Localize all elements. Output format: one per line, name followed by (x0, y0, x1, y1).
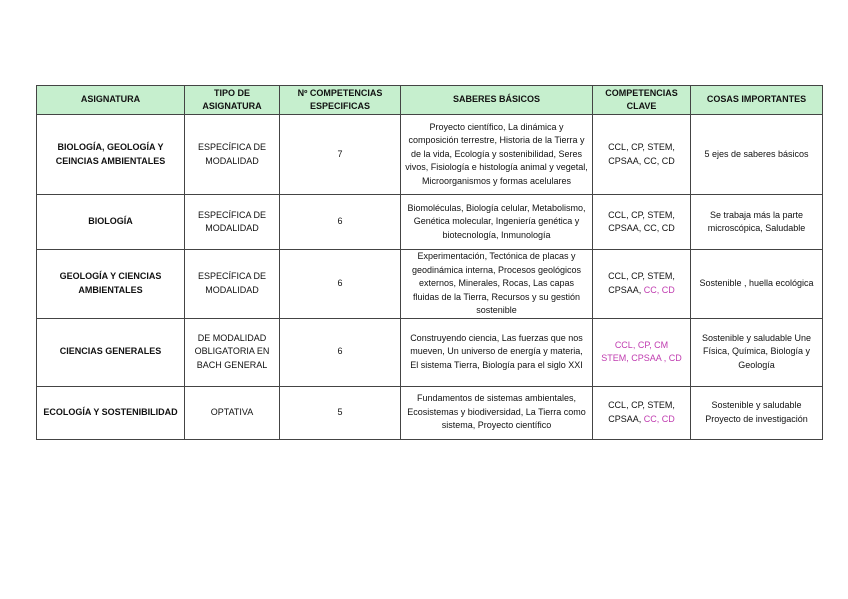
cell-tipo: ESPECÍFICA DE MODALIDAD (185, 195, 280, 250)
clave-line: CCL, CP, STEM, (608, 209, 675, 220)
cell-saberes: Biomoléculas, Biología celular, Metabolismo, Genética molecular, Ingeniería genética y biotecnología, Inmunología (401, 195, 593, 250)
cell-competencias-clave (593, 115, 691, 195)
table-row (37, 195, 823, 250)
header-row (37, 86, 823, 115)
clave-highlight: STEM, CPSAA , CD (601, 353, 682, 363)
clave-highlight: CC, CD (643, 284, 675, 295)
cell-asignatura: BIOLOGÍA, GEOLOGÍA Y CEINCIAS AMBIENTALES (37, 115, 185, 195)
cell-asignatura: GEOLOGÍA Y CIENCIAS AMBIENTALES (37, 250, 185, 319)
clave-text: CPSAA, (608, 284, 644, 295)
cell-saberes: Construyendo ciencia, Las fuerzas que nos mueven, Un universo de energía y materia, El sistema Tierra, Biología para el siglo XXI (401, 318, 593, 386)
cell-competencias-clave (593, 250, 691, 319)
clave-line: CCL, CP, STEM, (608, 142, 675, 152)
table-row (37, 250, 823, 319)
cell-num-competencias: 5 (280, 386, 401, 439)
cell-num-competencias: 6 (280, 318, 401, 386)
clave-highlight: CCL, CP, CM (614, 339, 669, 350)
cell-cosas: Sostenible , huella ecológica (691, 250, 823, 319)
clave-line: CCL, CP, STEM, (608, 400, 675, 410)
clave-line: CPSAA, CC, CD (608, 155, 675, 166)
table-row (37, 115, 823, 195)
cell-competencias-clave (593, 386, 691, 439)
header-competencias-especificas: Nº COMPETENCIAS ESPECIFICAS (280, 86, 401, 115)
clave-line (597, 284, 686, 298)
cell-cosas: 5 ejes de saberes básicos (691, 115, 823, 195)
table-row (37, 386, 823, 439)
table-row (37, 318, 823, 386)
clave-line: CCL, CP, STEM, (608, 271, 675, 282)
header-competencias-clave: COMPETENCIAS CLAVE (593, 86, 691, 115)
cell-asignatura: ECOLOGÍA Y SOSTENIBILIDAD (37, 386, 185, 439)
cell-saberes: Fundamentos de sistemas ambientales, Ecosistemas y biodiversidad, La Tierra como sistema, Proyecto científico (401, 386, 593, 439)
clave-highlight: CC, CD (643, 413, 675, 424)
cell-asignatura: BIOLOGÍA (37, 195, 185, 250)
cell-saberes: Proyecto científico, La dinámica y composición terrestre, Historia de la Tierra y de la vida, Ecología y sostenibilidad, Seres vivos, Fisiología e histología animal y vegetal, Microorganismos y formas acelulares (401, 115, 593, 195)
cell-num-competencias: 6 (280, 250, 401, 319)
competencias-table (36, 85, 823, 440)
cell-saberes: Experimentación, Tectónica de placas y geodinámica interna, Procesos geológicos externos, Minerales, Rocas, Las capas fluidas de la Tierra, Recursos y su gestión sostenible (401, 250, 593, 319)
cell-tipo: DE MODALIDAD OBLIGATORIA EN BACH GENERAL (185, 318, 280, 386)
cell-competencias-clave (593, 195, 691, 250)
cell-cosas: Sostenible y saludable Une Física, Química, Biología y Geología (691, 318, 823, 386)
cell-cosas: Se trabaja más la parte microscópica, Saludable (691, 195, 823, 250)
cell-cosas: Sostenible y saludable Proyecto de investigación (691, 386, 823, 439)
clave-text: CPSAA, (608, 413, 644, 424)
cell-asignatura: CIENCIAS GENERALES (37, 318, 185, 386)
header-saberes: SABERES BÁSICOS (401, 86, 593, 115)
cell-num-competencias: 6 (280, 195, 401, 250)
cell-competencias-clave (593, 318, 691, 386)
header-tipo: TIPO DE ASIGNATURA (185, 86, 280, 115)
cell-tipo: ESPECÍFICA DE MODALIDAD (185, 115, 280, 195)
cell-tipo: ESPECÍFICA DE MODALIDAD (185, 250, 280, 319)
header-asignatura: ASIGNATURA (37, 86, 185, 115)
clave-line (597, 413, 686, 427)
clave-line: CPSAA, CC, CD (608, 223, 675, 233)
header-cosas-importantes: COSAS IMPORTANTES (691, 86, 823, 115)
cell-tipo: OPTATIVA (185, 386, 280, 439)
cell-num-competencias: 7 (280, 115, 401, 195)
